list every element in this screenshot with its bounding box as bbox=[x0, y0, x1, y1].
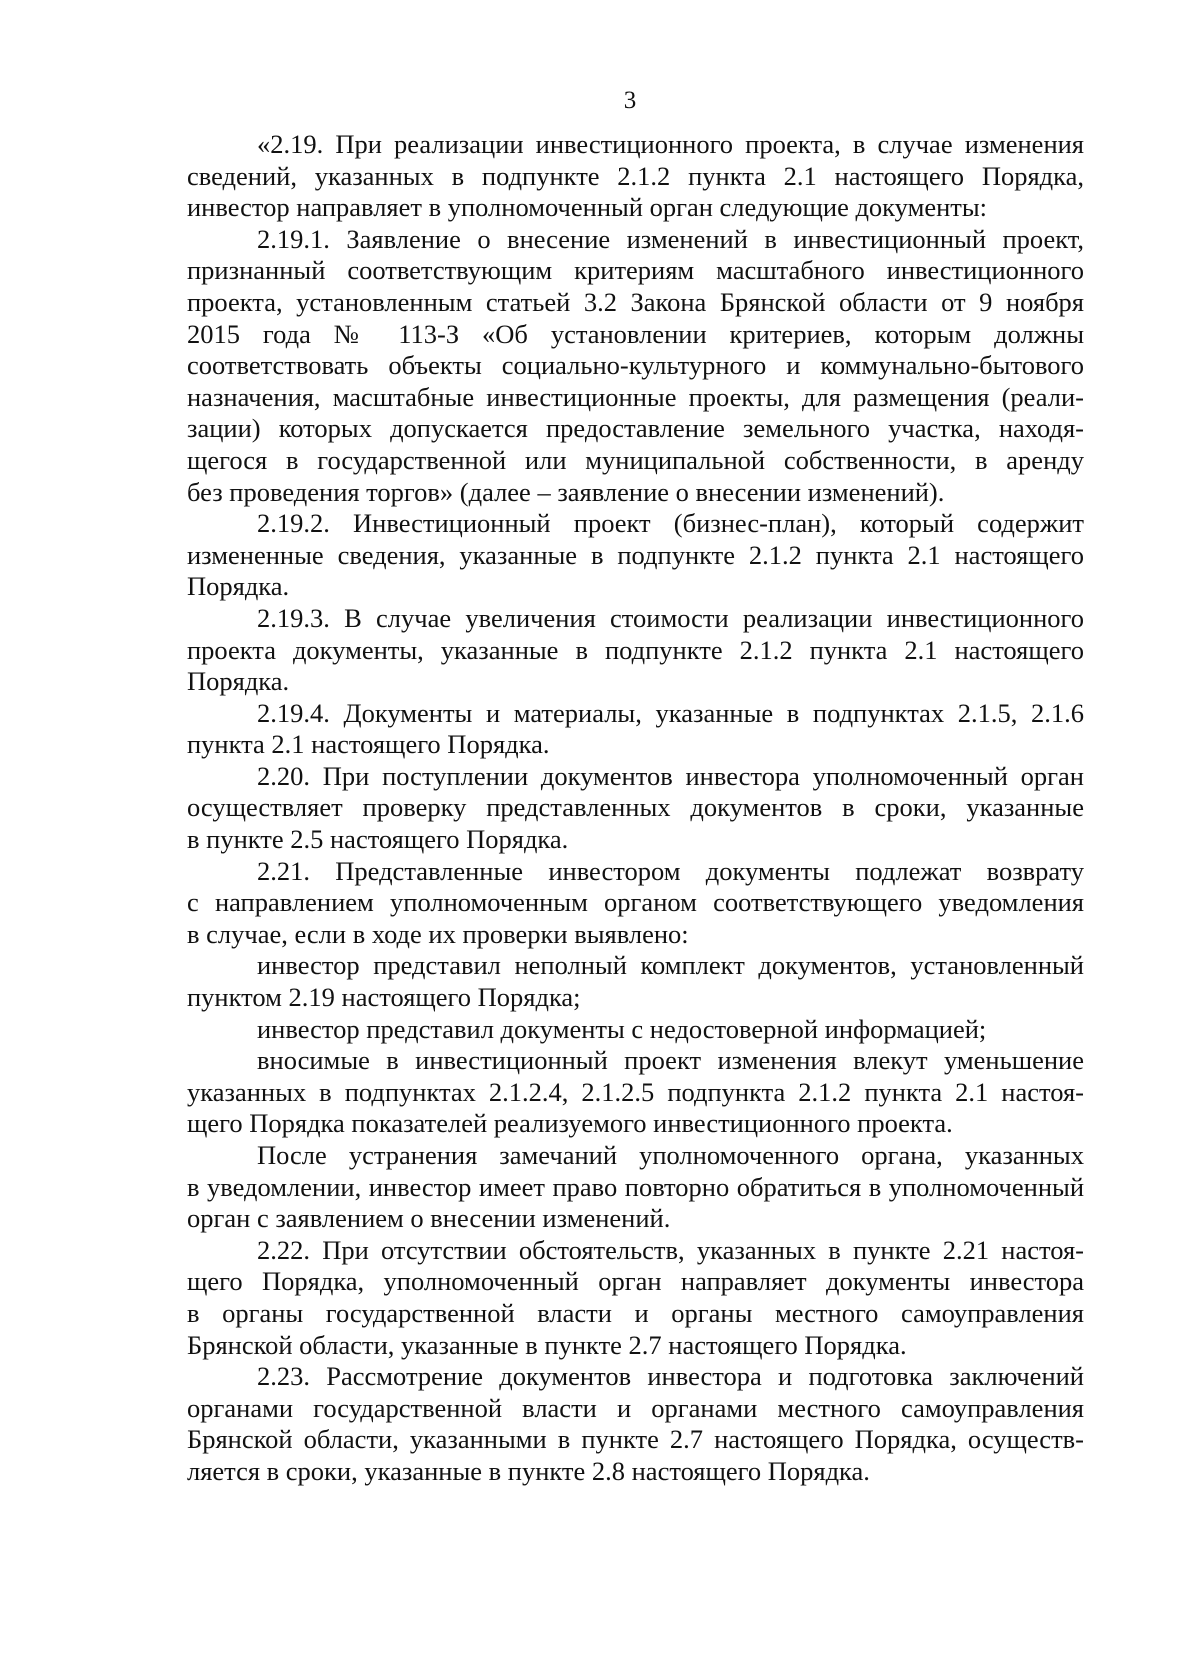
text-line: После устранения замечаний уполномоченного органа, указанных bbox=[257, 1140, 1084, 1170]
text-line: ляется в сроки, указанные в пункте 2.8 настоящего Порядка. bbox=[187, 1455, 870, 1486]
text-line: щего Порядка показателей реализуемого инвестиционного проекта. bbox=[187, 1108, 953, 1139]
text-line: указанных в подпунктах 2.1.2.4, 2.1.2.5 подпункта 2.1.2 пункта 2.1 настоя- bbox=[187, 1076, 1084, 1107]
text-line: проекта документы, указанные в подпункте 2.1.2 пункта 2.1 настоящего bbox=[187, 634, 1084, 665]
paragraph-p-2-21-c bbox=[187, 1045, 1084, 1140]
text-line: сведений, указанных в подпункте 2.1.2 пункта 2.1 настоящего Порядка, bbox=[187, 160, 1084, 191]
text-line: проекта, установленным статьей 3.2 Закона Брянской области от 9 ноября bbox=[187, 286, 1084, 317]
text-line: щегося в государственной или муниципальной собственности, в аренду bbox=[187, 444, 1084, 475]
text-line: вносимые в инвестиционный проект изменения влекут уменьшение bbox=[257, 1045, 1084, 1076]
text-line: в пункте 2.5 настоящего Порядка. bbox=[187, 824, 569, 855]
text-line: без проведения торгов» (далее – заявление о внесении изменений). bbox=[187, 476, 945, 507]
text-line: пункта 2.1 настоящего Порядка. bbox=[187, 729, 550, 760]
text-line: осуществляет проверку представленных документов в сроки, указанные bbox=[187, 792, 1084, 823]
paragraph-p-2-21 bbox=[187, 856, 1084, 951]
text-line: инвестор представил документы с недостоверной информацией; bbox=[257, 1013, 987, 1044]
text-line: Порядка. bbox=[187, 666, 290, 697]
text-line: 2.19.4. Документы и материалы, указанные в подпунктах 2.1.5, 2.1.6 bbox=[257, 697, 1084, 728]
text-line: с направлением уполномоченным органом соответствующего уведомления bbox=[187, 887, 1084, 918]
text-line: признанный соответствующим критериям масштабного инвестиционного bbox=[187, 255, 1084, 286]
text-line: зации) которых допускается предоставление земельного участка, находя- bbox=[187, 413, 1084, 444]
paragraph-p-2-19-4 bbox=[187, 698, 1084, 761]
text-line: в органы государственной власти и органы местного самоуправления bbox=[187, 1297, 1084, 1328]
text-line: 2.20. При поступлении документов инвестора уполномоченный орган bbox=[257, 760, 1084, 791]
text-line: 2015 года № 113-З «Об установлении критериев, которым должны bbox=[187, 318, 1084, 349]
text-line: инвестор представил неполный комплект документов, установленный bbox=[257, 950, 1084, 981]
paragraph-p-2-19-2 bbox=[187, 508, 1084, 603]
page-number: 3 bbox=[623, 87, 637, 114]
text-line: 2.19.1. Заявление о внесение изменений в инвестиционный проект, bbox=[257, 223, 1084, 254]
paragraph-p-2-19-1 bbox=[187, 224, 1084, 508]
text-line: «2.19. При реализации инвестиционного проекта, в случае изменения bbox=[257, 129, 1084, 159]
text-line: измененные сведения, указанные в подпункте 2.1.2 пункта 2.1 настоящего bbox=[187, 539, 1084, 570]
text-line: в случае, если в ходе их проверки выявлено: bbox=[187, 918, 689, 949]
text-line: Брянской области, указанными в пункте 2.7 настоящего Порядка, осуществ- bbox=[187, 1424, 1084, 1455]
text-line: инвестор направляет в уполномоченный орган следующие документы: bbox=[187, 192, 988, 223]
text-line: Брянской области, указанные в пункте 2.7 настоящего Порядка. bbox=[187, 1329, 907, 1360]
text-line: соответствовать объекты социально-культурного и коммунально-бытового bbox=[187, 350, 1084, 381]
text-line: пунктом 2.19 настоящего Порядка; bbox=[187, 982, 581, 1013]
text-line: 2.22. При отсутствии обстоятельств, указанных в пункте 2.21 настоя- bbox=[257, 1234, 1084, 1265]
text-line: органами государственной власти и органами местного самоуправления bbox=[187, 1392, 1084, 1423]
text-line: назначения, масштабные инвестиционные проекты, для размещения (реали- bbox=[187, 381, 1084, 412]
text-line: 2.19.2. Инвестиционный проект (бизнес-план), который содержит bbox=[257, 508, 1084, 539]
paragraph-p-2-20 bbox=[187, 761, 1084, 856]
paragraph-p-2-22 bbox=[187, 1235, 1084, 1361]
text-line: орган с заявлением о внесении изменений. bbox=[187, 1203, 671, 1234]
paragraph-p-2-21-a bbox=[187, 950, 1084, 1013]
text-line: 2.19.3. В случае увеличения стоимости реализации инвестиционного bbox=[257, 602, 1084, 633]
text-line: Порядка. bbox=[187, 571, 290, 602]
paragraph-p-2-19-3 bbox=[187, 603, 1084, 698]
text-line: щего Порядка, уполномоченный орган направляет документы инвестора bbox=[187, 1266, 1084, 1297]
text-line: 2.21. Представленные инвестором документы подлежат возврату bbox=[257, 855, 1084, 886]
paragraph-p-2-21-b bbox=[187, 1014, 1084, 1046]
text-line: 2.23. Рассмотрение документов инвестора и подготовка заключений bbox=[257, 1361, 1084, 1392]
text-line: в уведомлении, инвестор имеет право повторно обратиться в уполномоченный bbox=[187, 1171, 1084, 1202]
paragraph-p-2-19 bbox=[187, 129, 1084, 224]
paragraph-p-2-21-d bbox=[187, 1140, 1084, 1235]
document-body bbox=[187, 129, 1084, 1488]
paragraph-p-2-23 bbox=[187, 1361, 1084, 1487]
